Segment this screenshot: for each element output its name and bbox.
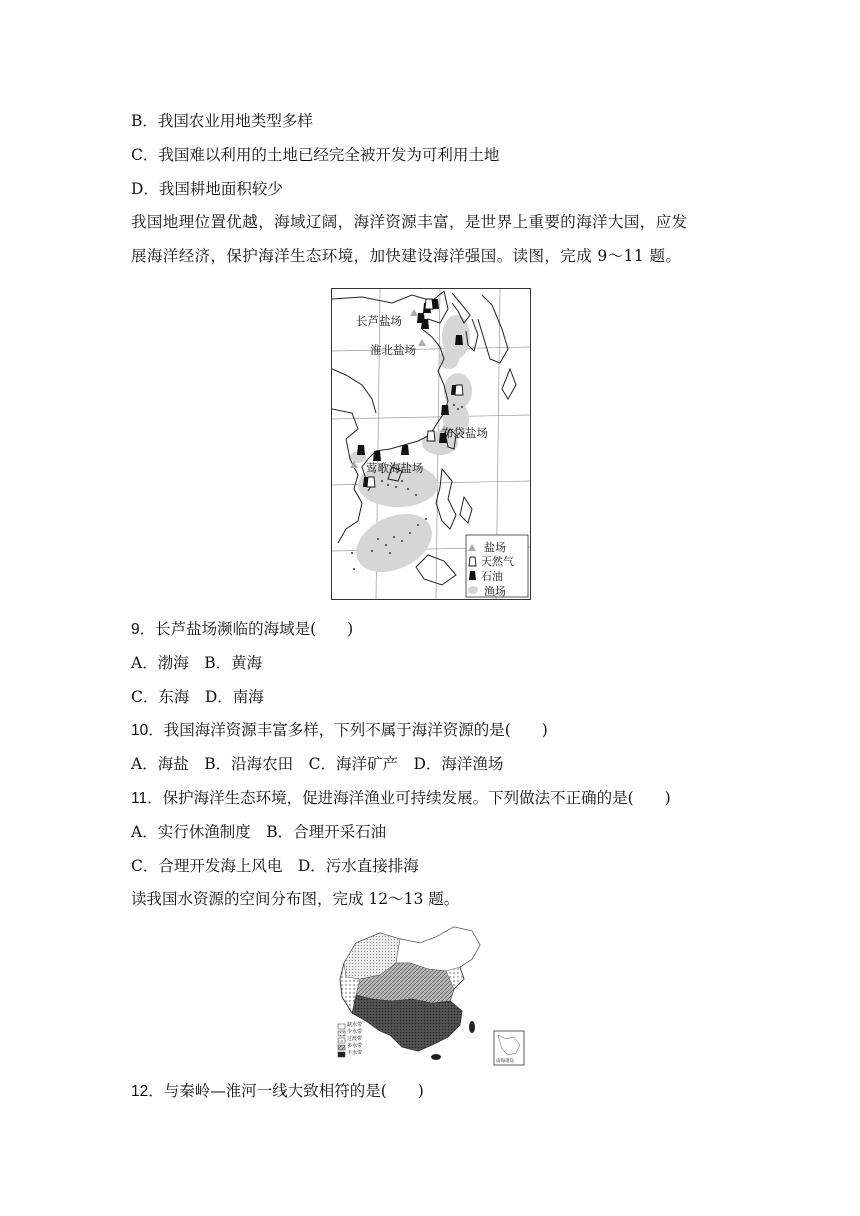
question-9-options-line-2: C．东海 D．南海 [131,688,264,706]
question-9-options-line-1: A．渤海 B．黄海 [131,654,263,672]
intro-paragraph-2: 读我国水资源的空间分布图，完成 12～13 题。 [131,890,460,908]
question-9-stem [131,619,353,640]
question-11-options-line-2: C．合理开发海上风电 D．污水直接排海 [131,857,419,875]
intro-paragraph-line-2: 展海洋经济，保护海洋生态环境，加快建设海洋强国。读图，完成 9～11 题。 [131,247,682,265]
water-legend [347,1022,362,1057]
question-12-stem [131,1081,424,1102]
question-9-number: 9． [131,621,156,638]
option-d-prev: D．我国耕地面积较少 [131,180,283,198]
water-legend-item: 多水带 [347,1043,363,1049]
water-legend-item: 过渡带 [347,1036,363,1042]
question-10-options: A．海盐 B．沿海农田 C．海洋矿产 D．海洋渔场 [131,755,504,773]
water-resources-map [336,923,526,1068]
legend-fishery: 渔场 [484,585,506,598]
map-label-budai: 布袋盐场 [442,426,488,440]
question-11-text: 保护海洋生态环境，促进海洋渔业可持续发展。下列做法不正确的是( ) [162,789,671,807]
water-legend-item: 少水带 [347,1029,363,1035]
intro-paragraph-line-1: 我国地理位置优越，海域辽阔，海洋资源丰富，是世界上重要的海洋大国，应发 [131,213,688,231]
map-label-huaibei: 淮北盐场 [370,343,416,357]
question-9-text: 长芦盐场濒临的海域是( ) [155,620,354,638]
option-b-prev: B．我国农业用地类型多样 [131,112,313,130]
marine-resources-map [331,288,531,600]
question-12-text: 与秦岭—淮河一线大致相符的是( ) [163,1082,424,1100]
water-legend-item: 丰水带 [347,1050,363,1056]
map-label-yinggehai: 莺歌海盐场 [366,461,424,475]
question-10-text: 我国海洋资源丰富多样，下列不属于海洋资源的是( ) [163,721,548,739]
legend-gas: 天然气 [481,555,514,568]
legend-oil: 石油 [481,570,503,583]
map-label-changlu: 长芦盐场 [356,314,402,328]
question-11-stem [131,788,671,809]
question-11-options-line-1: A．实行休渔制度 B．合理开采石油 [131,823,387,841]
legend-salt: 盐场 [484,541,506,554]
question-10-number: 10． [131,722,164,739]
question-12-number: 12． [131,1083,164,1100]
option-c-prev: C．我国难以利用的土地已经完全被开发为可利用土地 [131,146,500,164]
water-map-drawing [336,923,526,1068]
question-11-number: 11． [131,790,163,807]
inset-label: 南海诸岛 [496,1059,514,1064]
water-legend-item: 缺水带 [347,1022,363,1028]
question-10-stem [131,720,548,741]
